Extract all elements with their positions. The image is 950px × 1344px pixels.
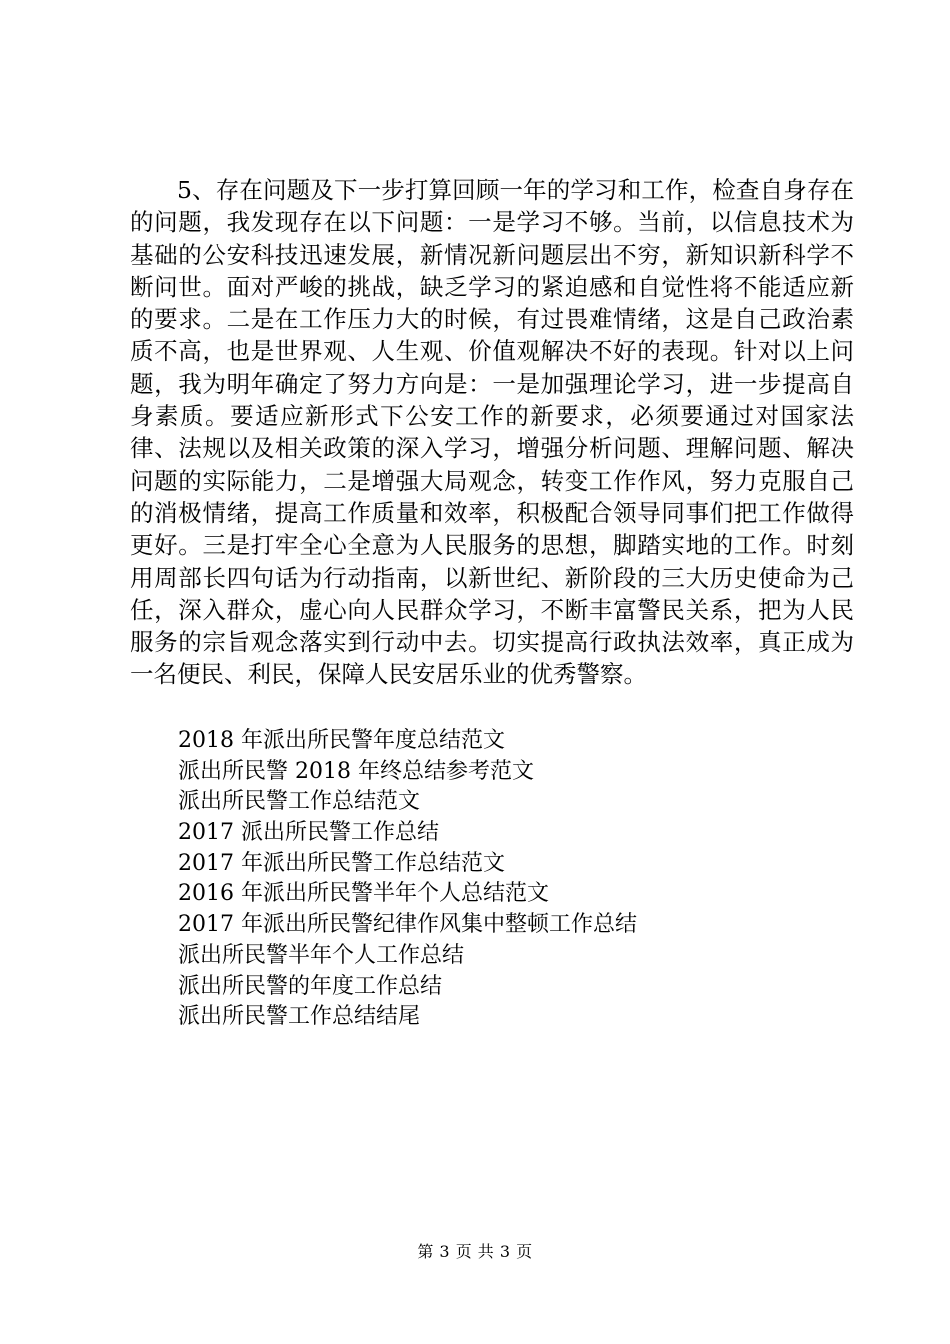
list-item: 2017 年派出所民警纪律作风集中整顿工作总结 (178, 912, 637, 938)
list-item: 派出所民警工作总结结尾 (178, 1004, 421, 1030)
list-item: 2017 年派出所民警工作总结范文 (178, 850, 505, 876)
page-number-footer: 第 3 页 共 3 页 (417, 1242, 533, 1261)
list-item: 2017 派出所民警工作总结 (178, 820, 439, 846)
list-item: 2016 年派出所民警半年个人总结范文 (178, 881, 549, 907)
body-paragraph: 5、存在问题及下一步打算回顾一年的学习和工作，检查自身存在的问题，我发现存在以下问题：一是学习不够。当前，以信息技术为基础的公安科技迅速发展，新情况新问题层出不穷，新知识新科学不断问世。面对严峻的挑战，缺乏学习的紧迫感和自觉性将不能适应新的要求。二是在工作压力大的时候，有过畏难情绪，这是自己政治素质不高，也是世界观、人生观、价值观解决不好的表现。针对以上问题，我为明年确定了努力方向是：一是加强理论学习，进一步提高自身素质。要适应新形式下公安工作的新要求，必须要通过对国家法律、法规以及相关政策的深入学习，增强分析问题、理解问题、解决问题的实际能力，二是增强大局观念，转变工作作风，努力克服自己的消极情绪，提高工作质量和效率，积极配合领导同事们把工作做得更好。三是打牢全心全意为人民服务的思想，脚踏实地的工作。时刻用周部长四句话为行动指南，以新世纪、新阶段的三大历史使命为己任，深入群众，虚心向人民群众学习，不断丰富警民关系，把为人民服务的宗旨观念落实到行动中去。切实提高行政执法效率，真正成为一名便民、利民，保障人民安居乐业的优秀警察。 (130, 176, 854, 689)
list-item: 2018 年派出所民警年度总结范文 (178, 728, 505, 753)
list-item: 派出所民警工作总结范文 (178, 789, 421, 815)
list-item: 派出所民警的年度工作总结 (178, 973, 443, 999)
list-item: 派出所民警 2018 年终总结参考范文 (178, 758, 534, 784)
list-item: 派出所民警半年个人工作总结 (178, 942, 465, 968)
related-titles-list (178, 726, 637, 1033)
